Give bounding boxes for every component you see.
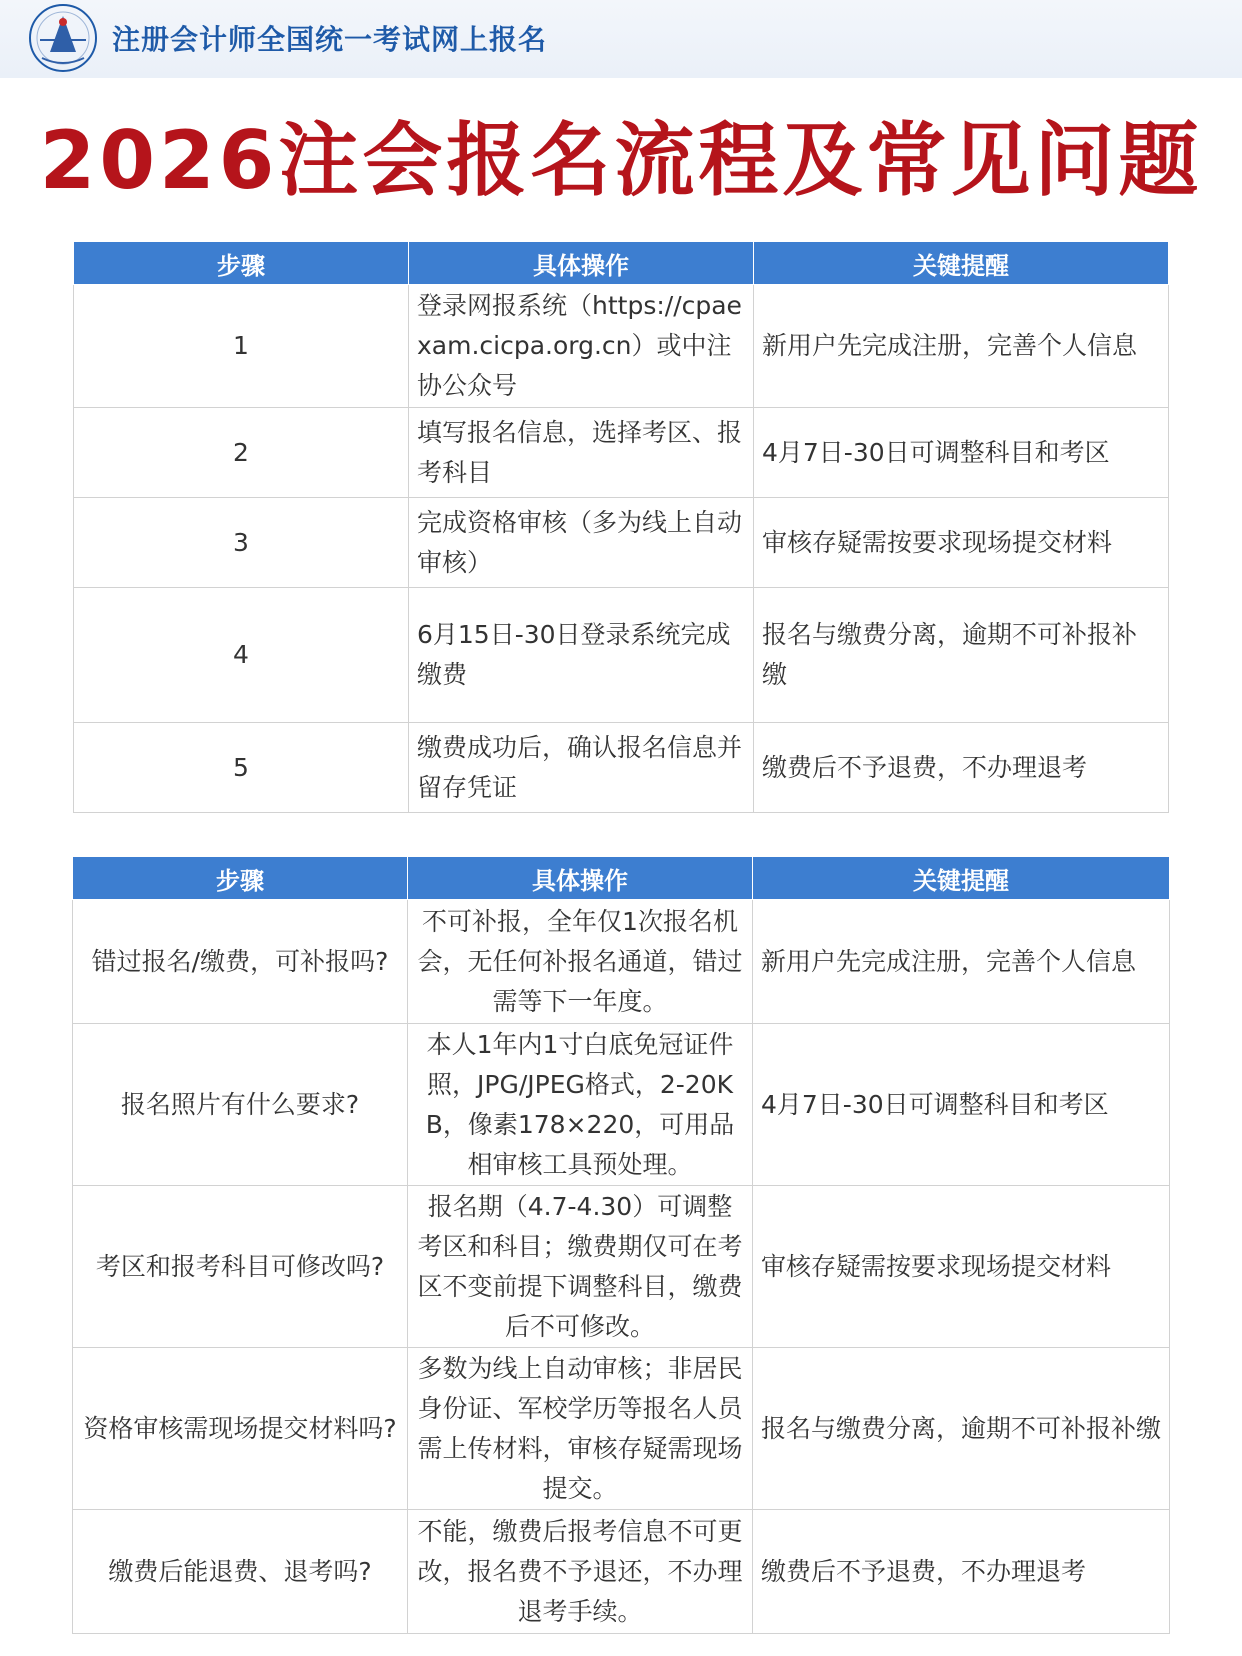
faq-question: 缴费后能退费、退考吗? [73, 1510, 408, 1634]
faq-question: 报名照片有什么要求? [73, 1024, 408, 1186]
faq-table [72, 856, 1170, 1634]
column-header-reminder: 关键提醒 [754, 242, 1169, 285]
step-number: 5 [74, 723, 409, 813]
page-title: 2026注会报名流程及常见问题 [39, 114, 1203, 207]
table-row [73, 1024, 1170, 1186]
reminder-cell: 缴费后不予退费，不办理退考 [754, 723, 1169, 813]
table-row [74, 498, 1169, 588]
reminder-cell: 报名与缴费分离，逾期不可补报补缴 [753, 1348, 1170, 1510]
column-header-action: 具体操作 [408, 857, 753, 900]
faq-question: 考区和报考科目可修改吗? [73, 1186, 408, 1348]
reminder-cell: 新用户先完成注册，完善个人信息 [754, 285, 1169, 408]
reminder-cell: 4月7日-30日可调整科目和考区 [754, 408, 1169, 498]
column-header-reminder: 关键提醒 [753, 857, 1170, 900]
action-cell: 缴费成功后，确认报名信息并留存凭证 [409, 723, 754, 813]
action-cell: 6月15日-30日登录系统完成缴费 [409, 588, 754, 723]
action-cell: 填写报名信息，选择考区、报考科目 [409, 408, 754, 498]
process-table [73, 241, 1169, 813]
cicpa-emblem-icon [22, 0, 104, 78]
reminder-cell: 报名与缴费分离，逾期不可补报补缴 [754, 588, 1169, 723]
action-cell: 完成资格审核（多为线上自动审核） [409, 498, 754, 588]
reminder-cell: 缴费后不予退费，不办理退考 [753, 1510, 1170, 1634]
faq-answer: 不能，缴费后报考信息不可更改，报名费不予退还，不办理退考手续。 [408, 1510, 753, 1634]
action-cell: 登录网报系统（https://cpaexam.cicpa.org.cn）或中注协公众号 [409, 285, 754, 408]
table-row [73, 1510, 1170, 1634]
step-number: 1 [74, 285, 409, 408]
table-row [74, 588, 1169, 723]
table-row [74, 723, 1169, 813]
reminder-cell: 审核存疑需按要求现场提交材料 [753, 1186, 1170, 1348]
column-header-step: 步骤 [74, 242, 409, 285]
faq-answer: 报名期（4.7-4.30）可调整考区和科目；缴费期仅可在考区不变前提下调整科目，缴费后不可修改。 [408, 1186, 753, 1348]
step-number: 4 [74, 588, 409, 723]
table-header-row [73, 857, 1170, 900]
table-row [73, 900, 1170, 1024]
table-row [73, 1186, 1170, 1348]
step-number: 3 [74, 498, 409, 588]
faq-answer: 不可补报，全年仅1次报名机会，无任何补报名通道，错过需等下一年度。 [408, 900, 753, 1024]
reminder-cell: 新用户先完成注册，完善个人信息 [753, 900, 1170, 1024]
table-header-row [74, 242, 1169, 285]
reminder-cell: 4月7日-30日可调整科目和考区 [753, 1024, 1170, 1186]
faq-question: 错过报名/缴费，可补报吗? [73, 900, 408, 1024]
site-title: 注册会计师全国统一考试网上报名 [112, 23, 548, 56]
faq-answer: 本人1年内1寸白底免冠证件照，JPG/JPEG格式，2-20KB，像素178×220，可用品相审核工具预处理。 [408, 1024, 753, 1186]
faq-answer: 多数为线上自动审核；非居民身份证、军校学历等报名人员需上传材料，审核存疑需现场提交。 [408, 1348, 753, 1510]
reminder-cell: 审核存疑需按要求现场提交材料 [754, 498, 1169, 588]
faq-question: 资格审核需现场提交材料吗? [73, 1348, 408, 1510]
table-row [74, 408, 1169, 498]
column-header-step: 步骤 [73, 857, 408, 900]
top-banner [0, 0, 1242, 78]
column-header-action: 具体操作 [409, 242, 754, 285]
step-number: 2 [74, 408, 409, 498]
table-row [73, 1348, 1170, 1510]
table-row [74, 285, 1169, 408]
